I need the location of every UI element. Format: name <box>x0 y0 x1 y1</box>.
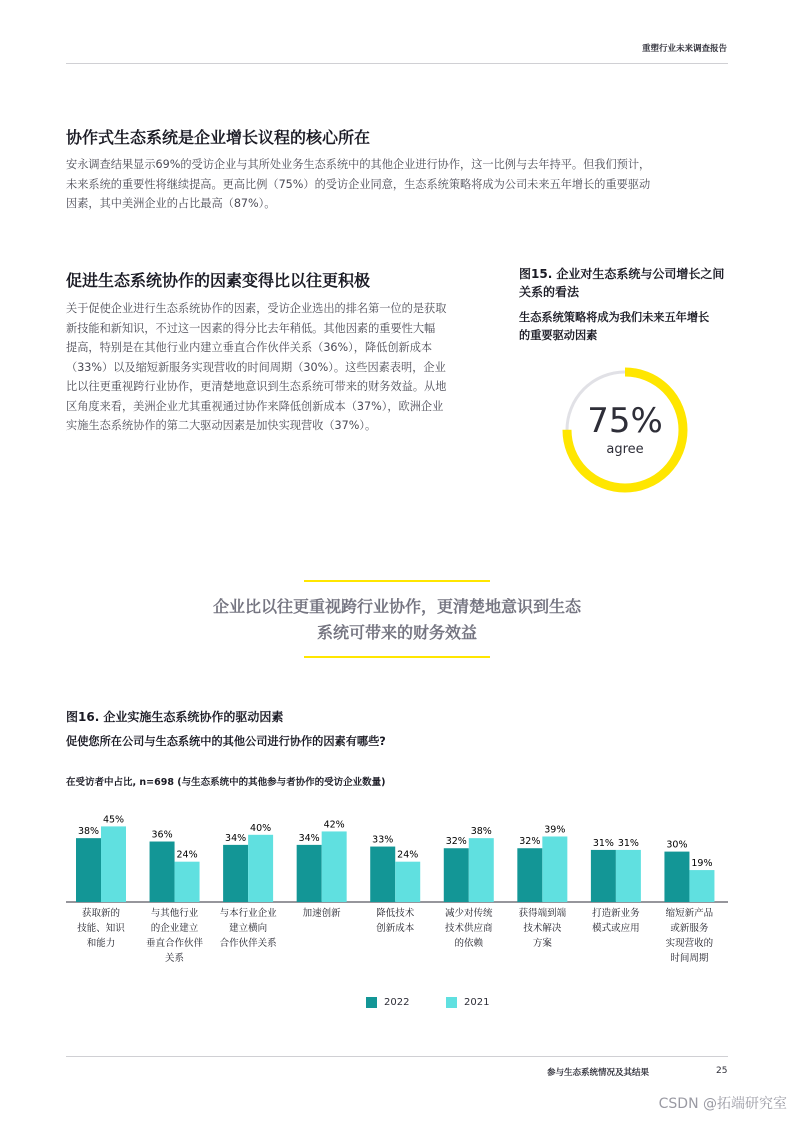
bar-value-label: 45% <box>102 814 125 826</box>
bar-2021 <box>101 826 126 902</box>
category-label-line: 与其他行业 <box>150 908 199 919</box>
figure-16-question: 促使您所在公司与生态系统中的其他公司进行协作的因素有哪些? <box>66 735 386 748</box>
legend-label: 2022 <box>384 997 410 1008</box>
category-label-line: 创新成本 <box>376 923 415 934</box>
category-label-line: 模式或应用 <box>592 923 640 934</box>
bar-2022 <box>370 847 395 902</box>
section-2-heading: 促进生态系统协作的因素变得比以往更积极 <box>66 271 371 290</box>
category-label-line: 时间周期 <box>670 953 709 964</box>
bar-2022 <box>150 842 175 902</box>
legend-swatch-2022 <box>366 997 377 1008</box>
category-label <box>209 906 287 951</box>
pullquote-bottom-rule <box>304 656 490 658</box>
bar-value-label: 33% <box>372 834 394 846</box>
section-1-line: 因素，其中美洲企业的占比最高（87%）。 <box>66 197 276 210</box>
figure-16-bar-chart <box>66 800 728 905</box>
category-label-line: 获取新的 <box>81 908 120 919</box>
bar-2022 <box>664 852 689 902</box>
bar-value-label: 38% <box>77 826 100 838</box>
legend-item-2022 <box>366 997 409 1008</box>
category-label-line: 与本行业企业 <box>219 908 277 919</box>
report-title: 重塑行业未来调查报告 <box>641 44 727 54</box>
section-2-body <box>66 299 506 436</box>
category-label-line: 垂直合作伙伴 <box>146 938 204 949</box>
category-label-line: 关系 <box>165 953 185 964</box>
category-label-line: 合作伙伴关系 <box>219 938 277 949</box>
bar-2021 <box>542 836 567 902</box>
bar-2022 <box>517 848 542 902</box>
page-number: 25 <box>716 1066 728 1076</box>
section-2-line: 比以往更重视跨行业协作，更清楚地意识到生态系统可带来的财务效益。从地 <box>66 380 447 393</box>
category-label-line: 实现营收的 <box>665 938 714 949</box>
figure-16-title: 图16. 企业实施生态系统协作的驱动因素 <box>66 710 284 724</box>
figure-15-caption: agree <box>606 442 644 457</box>
figure-15-title: 图15. 企业对生态系统与公司增长之间 <box>519 267 725 281</box>
category-label-line: 方案 <box>532 938 552 949</box>
pullquote-top-rule <box>304 580 490 582</box>
category-label-line: 降低技术 <box>376 908 415 919</box>
category-label-line: 减少对传统 <box>445 908 493 919</box>
category-label <box>62 906 140 951</box>
bar-value-label: 42% <box>323 819 345 831</box>
category-label-line: 缩短新产品 <box>665 908 714 919</box>
bar-2021 <box>322 831 347 902</box>
bar-value-label: 30% <box>666 839 688 851</box>
category-label-line: 的依赖 <box>454 938 484 949</box>
category-label-line: 获得端到端 <box>518 908 567 919</box>
section-1-line: 安永调查结果显示69%的受访企业与其所处业务生态系统中的其他企业进行协作，这一比例与去年持平。但我们预计， <box>66 158 651 171</box>
bar-value-label: 40% <box>250 822 272 834</box>
watermark: CSDN @拓端研究室 <box>658 1096 787 1112</box>
pullquote-line: 系统可带来的财务效益 <box>316 623 477 642</box>
bar-2022 <box>591 850 616 902</box>
category-label-line: 和能力 <box>86 938 116 949</box>
bar-value-label: 39% <box>544 824 566 836</box>
section-1-body <box>66 155 736 214</box>
bar-value-label: 19% <box>691 858 713 870</box>
bar-value-label: 32% <box>519 836 541 848</box>
figure-15-value: 75% <box>587 401 663 441</box>
category-label <box>430 906 508 951</box>
category-label-line: 打造新业务 <box>592 908 640 919</box>
section-2-line: 区角度来看，美洲企业尤其重视通过协作来降低创新成本（37%），欧洲企业 <box>66 399 444 413</box>
legend-item-2021 <box>446 997 489 1008</box>
section-2-line: 实施生态系统协作的第二大驱动因素是加快实现营收（37%）。 <box>66 419 377 432</box>
figure-15-title: 关系的看法 <box>519 285 580 299</box>
figure-16-category-labels <box>66 906 728 976</box>
legend-label: 2021 <box>464 997 490 1008</box>
category-label-line: 加速创新 <box>302 908 341 919</box>
category-label-line: 技术解决 <box>523 923 562 934</box>
bar-2022 <box>223 845 248 902</box>
footer-divider <box>66 1056 728 1057</box>
bar-2021 <box>469 838 494 902</box>
bar-2021 <box>248 835 273 902</box>
category-label <box>356 906 434 936</box>
bar-value-label: 24% <box>397 849 419 861</box>
section-1-line: 未来系统的重要性将继续提高。更高比例（75%）的受访企业同意，生态系统策略将成为公司未来五年增长的重要驱动 <box>66 177 651 191</box>
section-2-line: （33%）以及缩短新服务实现营收的时间周期（30%）。这些因素表明，企业 <box>66 360 446 374</box>
category-label-line: 建立横向 <box>229 923 268 934</box>
figure-15-subtitle: 生态系统策略将成为我们未来五年增长 <box>519 311 710 324</box>
bar-2021 <box>689 870 714 902</box>
bar-value-label: 34% <box>225 832 247 844</box>
bar-value-label: 38% <box>470 826 492 838</box>
bar-value-label: 34% <box>298 832 320 844</box>
pullquote <box>66 594 728 646</box>
category-label <box>577 906 655 936</box>
category-label-line: 或新服务 <box>670 923 709 934</box>
bar-value-label: 32% <box>445 836 467 848</box>
figure-15-header <box>519 265 749 345</box>
bar-2021 <box>175 862 200 902</box>
section-2-line: 新技能和新知识，不过这一因素的得分比去年稍低。其他因素的重要性大幅 <box>66 321 436 335</box>
header-divider <box>66 63 728 64</box>
footer-section-title: 参与生态系统情况及其结果 <box>546 1068 649 1078</box>
bar-2022 <box>76 838 101 902</box>
bar-value-label: 24% <box>176 849 198 861</box>
bar-2021 <box>616 850 641 902</box>
bar-value-label: 31% <box>592 837 614 849</box>
section-1-heading: 协作式生态系统是企业增长议程的核心所在 <box>66 128 371 147</box>
category-label-line: 的企业建立 <box>150 923 199 934</box>
figure-15-subtitle: 的重要驱动因素 <box>519 329 598 342</box>
category-label <box>650 906 728 966</box>
category-label <box>136 906 214 966</box>
bar-value-label: 36% <box>151 829 173 841</box>
legend-swatch-2021 <box>446 997 457 1008</box>
bar-2021 <box>395 862 420 902</box>
category-label <box>283 906 361 921</box>
category-label-line: 技能、知识 <box>77 923 125 934</box>
bar-2022 <box>297 845 322 902</box>
section-2-line: 提高，特别是在其他行业内建立垂直合作伙伴关系（36%），降低创新成本 <box>66 341 433 354</box>
pullquote-line: 企业比以往更重视跨行业协作，更清楚地意识到生态 <box>212 597 581 616</box>
bar-value-label: 31% <box>617 837 639 849</box>
section-2-line: 关于促使企业进行生态系统协作的因素，受访企业选出的排名第一位的是获取 <box>66 302 447 315</box>
figure-16-note: 在受访者中占比, n=698 (与生态系统中的其他参与者协作的受访企业数量) <box>66 777 386 788</box>
category-label <box>503 906 581 951</box>
bar-2022 <box>444 848 469 902</box>
category-label-line: 技术供应商 <box>445 923 493 934</box>
